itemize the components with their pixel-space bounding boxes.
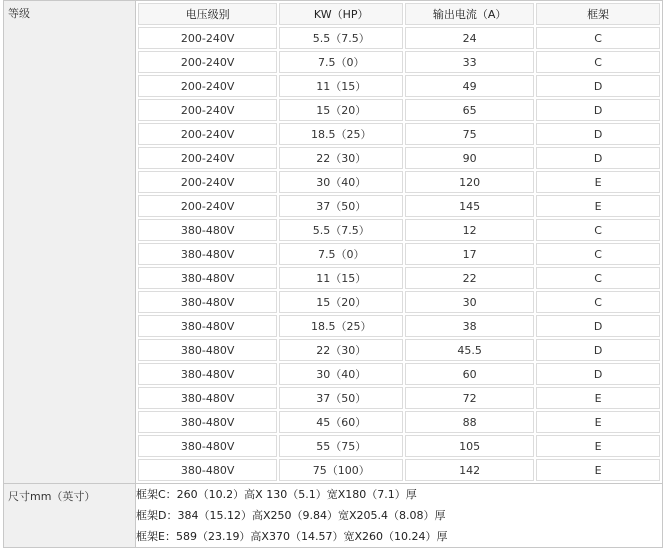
table-row bbox=[138, 171, 660, 193]
cell-frame: C bbox=[536, 219, 660, 241]
table-row bbox=[138, 459, 660, 481]
cell-current: 49 bbox=[405, 75, 534, 97]
table-row bbox=[138, 411, 660, 433]
rating-table bbox=[136, 1, 662, 483]
cell-frame: D bbox=[536, 123, 660, 145]
header-kw: KW（HP） bbox=[279, 3, 403, 25]
table-row bbox=[138, 99, 660, 121]
cell-voltage: 380-480V bbox=[138, 435, 277, 457]
spec-table bbox=[3, 0, 663, 548]
cell-kw: 11（15） bbox=[279, 75, 403, 97]
cell-current: 24 bbox=[405, 27, 534, 49]
cell-current: 145 bbox=[405, 195, 534, 217]
size-frame-e: 框架E：589（23.19）高X370（14.57）宽X260（10.24）厚 bbox=[136, 530, 448, 543]
cell-frame: C bbox=[536, 27, 660, 49]
cell-kw: 45（60） bbox=[279, 411, 403, 433]
table-row bbox=[138, 75, 660, 97]
cell-frame: D bbox=[536, 75, 660, 97]
cell-frame: E bbox=[536, 171, 660, 193]
cell-frame: C bbox=[536, 51, 660, 73]
cell-kw: 7.5（0） bbox=[279, 243, 403, 265]
table-row bbox=[138, 363, 660, 385]
cell-kw: 18.5（25） bbox=[279, 123, 403, 145]
table-row bbox=[138, 27, 660, 49]
cell-current: 75 bbox=[405, 123, 534, 145]
cell-current: 60 bbox=[405, 363, 534, 385]
cell-kw: 5.5（7.5） bbox=[279, 27, 403, 49]
cell-frame: E bbox=[536, 411, 660, 433]
size-row bbox=[4, 484, 663, 548]
cell-current: 72 bbox=[405, 387, 534, 409]
cell-kw: 18.5（25） bbox=[279, 315, 403, 337]
size-label: 尺寸mm（英寸） bbox=[4, 484, 136, 548]
cell-frame: C bbox=[536, 291, 660, 313]
cell-voltage: 380-480V bbox=[138, 219, 277, 241]
grade-row bbox=[4, 1, 663, 484]
header-voltage: 电压级别 bbox=[138, 3, 277, 25]
cell-voltage: 380-480V bbox=[138, 315, 277, 337]
cell-current: 12 bbox=[405, 219, 534, 241]
size-content bbox=[136, 484, 663, 548]
cell-current: 17 bbox=[405, 243, 534, 265]
cell-current: 120 bbox=[405, 171, 534, 193]
cell-current: 142 bbox=[405, 459, 534, 481]
header-frame: 框架 bbox=[536, 3, 660, 25]
grade-content bbox=[136, 1, 663, 484]
cell-kw: 30（40） bbox=[279, 171, 403, 193]
cell-kw: 22（30） bbox=[279, 339, 403, 361]
cell-frame: E bbox=[536, 195, 660, 217]
cell-frame: C bbox=[536, 243, 660, 265]
cell-frame: D bbox=[536, 363, 660, 385]
table-row bbox=[138, 243, 660, 265]
cell-frame: E bbox=[536, 459, 660, 481]
cell-frame: D bbox=[536, 315, 660, 337]
cell-voltage: 380-480V bbox=[138, 387, 277, 409]
cell-voltage: 200-240V bbox=[138, 75, 277, 97]
cell-current: 22 bbox=[405, 267, 534, 289]
cell-voltage: 200-240V bbox=[138, 27, 277, 49]
cell-current: 105 bbox=[405, 435, 534, 457]
cell-voltage: 200-240V bbox=[138, 195, 277, 217]
cell-voltage: 380-480V bbox=[138, 267, 277, 289]
cell-kw: 37（50） bbox=[279, 387, 403, 409]
size-frame-c: 框架C：260（10.2）高X 130（5.1）宽X180（7.1）厚 bbox=[136, 488, 417, 501]
cell-voltage: 380-480V bbox=[138, 411, 277, 433]
cell-voltage: 380-480V bbox=[138, 363, 277, 385]
table-row bbox=[138, 123, 660, 145]
cell-current: 88 bbox=[405, 411, 534, 433]
table-row bbox=[138, 219, 660, 241]
cell-kw: 11（15） bbox=[279, 267, 403, 289]
cell-current: 33 bbox=[405, 51, 534, 73]
header-current: 输出电流（A） bbox=[405, 3, 534, 25]
table-row bbox=[138, 195, 660, 217]
cell-kw: 22（30） bbox=[279, 147, 403, 169]
table-row bbox=[138, 51, 660, 73]
table-row bbox=[138, 387, 660, 409]
table-row bbox=[138, 339, 660, 361]
cell-current: 30 bbox=[405, 291, 534, 313]
table-row bbox=[138, 291, 660, 313]
grade-label: 等级 bbox=[4, 1, 136, 484]
cell-kw: 55（75） bbox=[279, 435, 403, 457]
cell-kw: 75（100） bbox=[279, 459, 403, 481]
cell-kw: 15（20） bbox=[279, 291, 403, 313]
table-row bbox=[138, 315, 660, 337]
cell-voltage: 200-240V bbox=[138, 147, 277, 169]
cell-kw: 30（40） bbox=[279, 363, 403, 385]
cell-voltage: 200-240V bbox=[138, 51, 277, 73]
cell-voltage: 200-240V bbox=[138, 123, 277, 145]
rating-header-row bbox=[138, 3, 660, 25]
cell-voltage: 380-480V bbox=[138, 339, 277, 361]
cell-current: 45.5 bbox=[405, 339, 534, 361]
size-frame-d: 框架D：384（15.12）高X250（9.84）宽X205.4（8.08）厚 bbox=[136, 509, 446, 522]
cell-current: 38 bbox=[405, 315, 534, 337]
cell-voltage: 380-480V bbox=[138, 459, 277, 481]
cell-frame: C bbox=[536, 267, 660, 289]
cell-frame: D bbox=[536, 339, 660, 361]
cell-voltage: 380-480V bbox=[138, 243, 277, 265]
table-row bbox=[138, 147, 660, 169]
cell-kw: 7.5（0） bbox=[279, 51, 403, 73]
cell-frame: D bbox=[536, 99, 660, 121]
cell-voltage: 380-480V bbox=[138, 291, 277, 313]
cell-kw: 15（20） bbox=[279, 99, 403, 121]
table-row bbox=[138, 267, 660, 289]
cell-frame: E bbox=[536, 387, 660, 409]
cell-frame: D bbox=[536, 147, 660, 169]
cell-voltage: 200-240V bbox=[138, 171, 277, 193]
table-row bbox=[138, 435, 660, 457]
cell-frame: E bbox=[536, 435, 660, 457]
cell-current: 65 bbox=[405, 99, 534, 121]
cell-kw: 37（50） bbox=[279, 195, 403, 217]
cell-voltage: 200-240V bbox=[138, 99, 277, 121]
cell-current: 90 bbox=[405, 147, 534, 169]
cell-kw: 5.5（7.5） bbox=[279, 219, 403, 241]
